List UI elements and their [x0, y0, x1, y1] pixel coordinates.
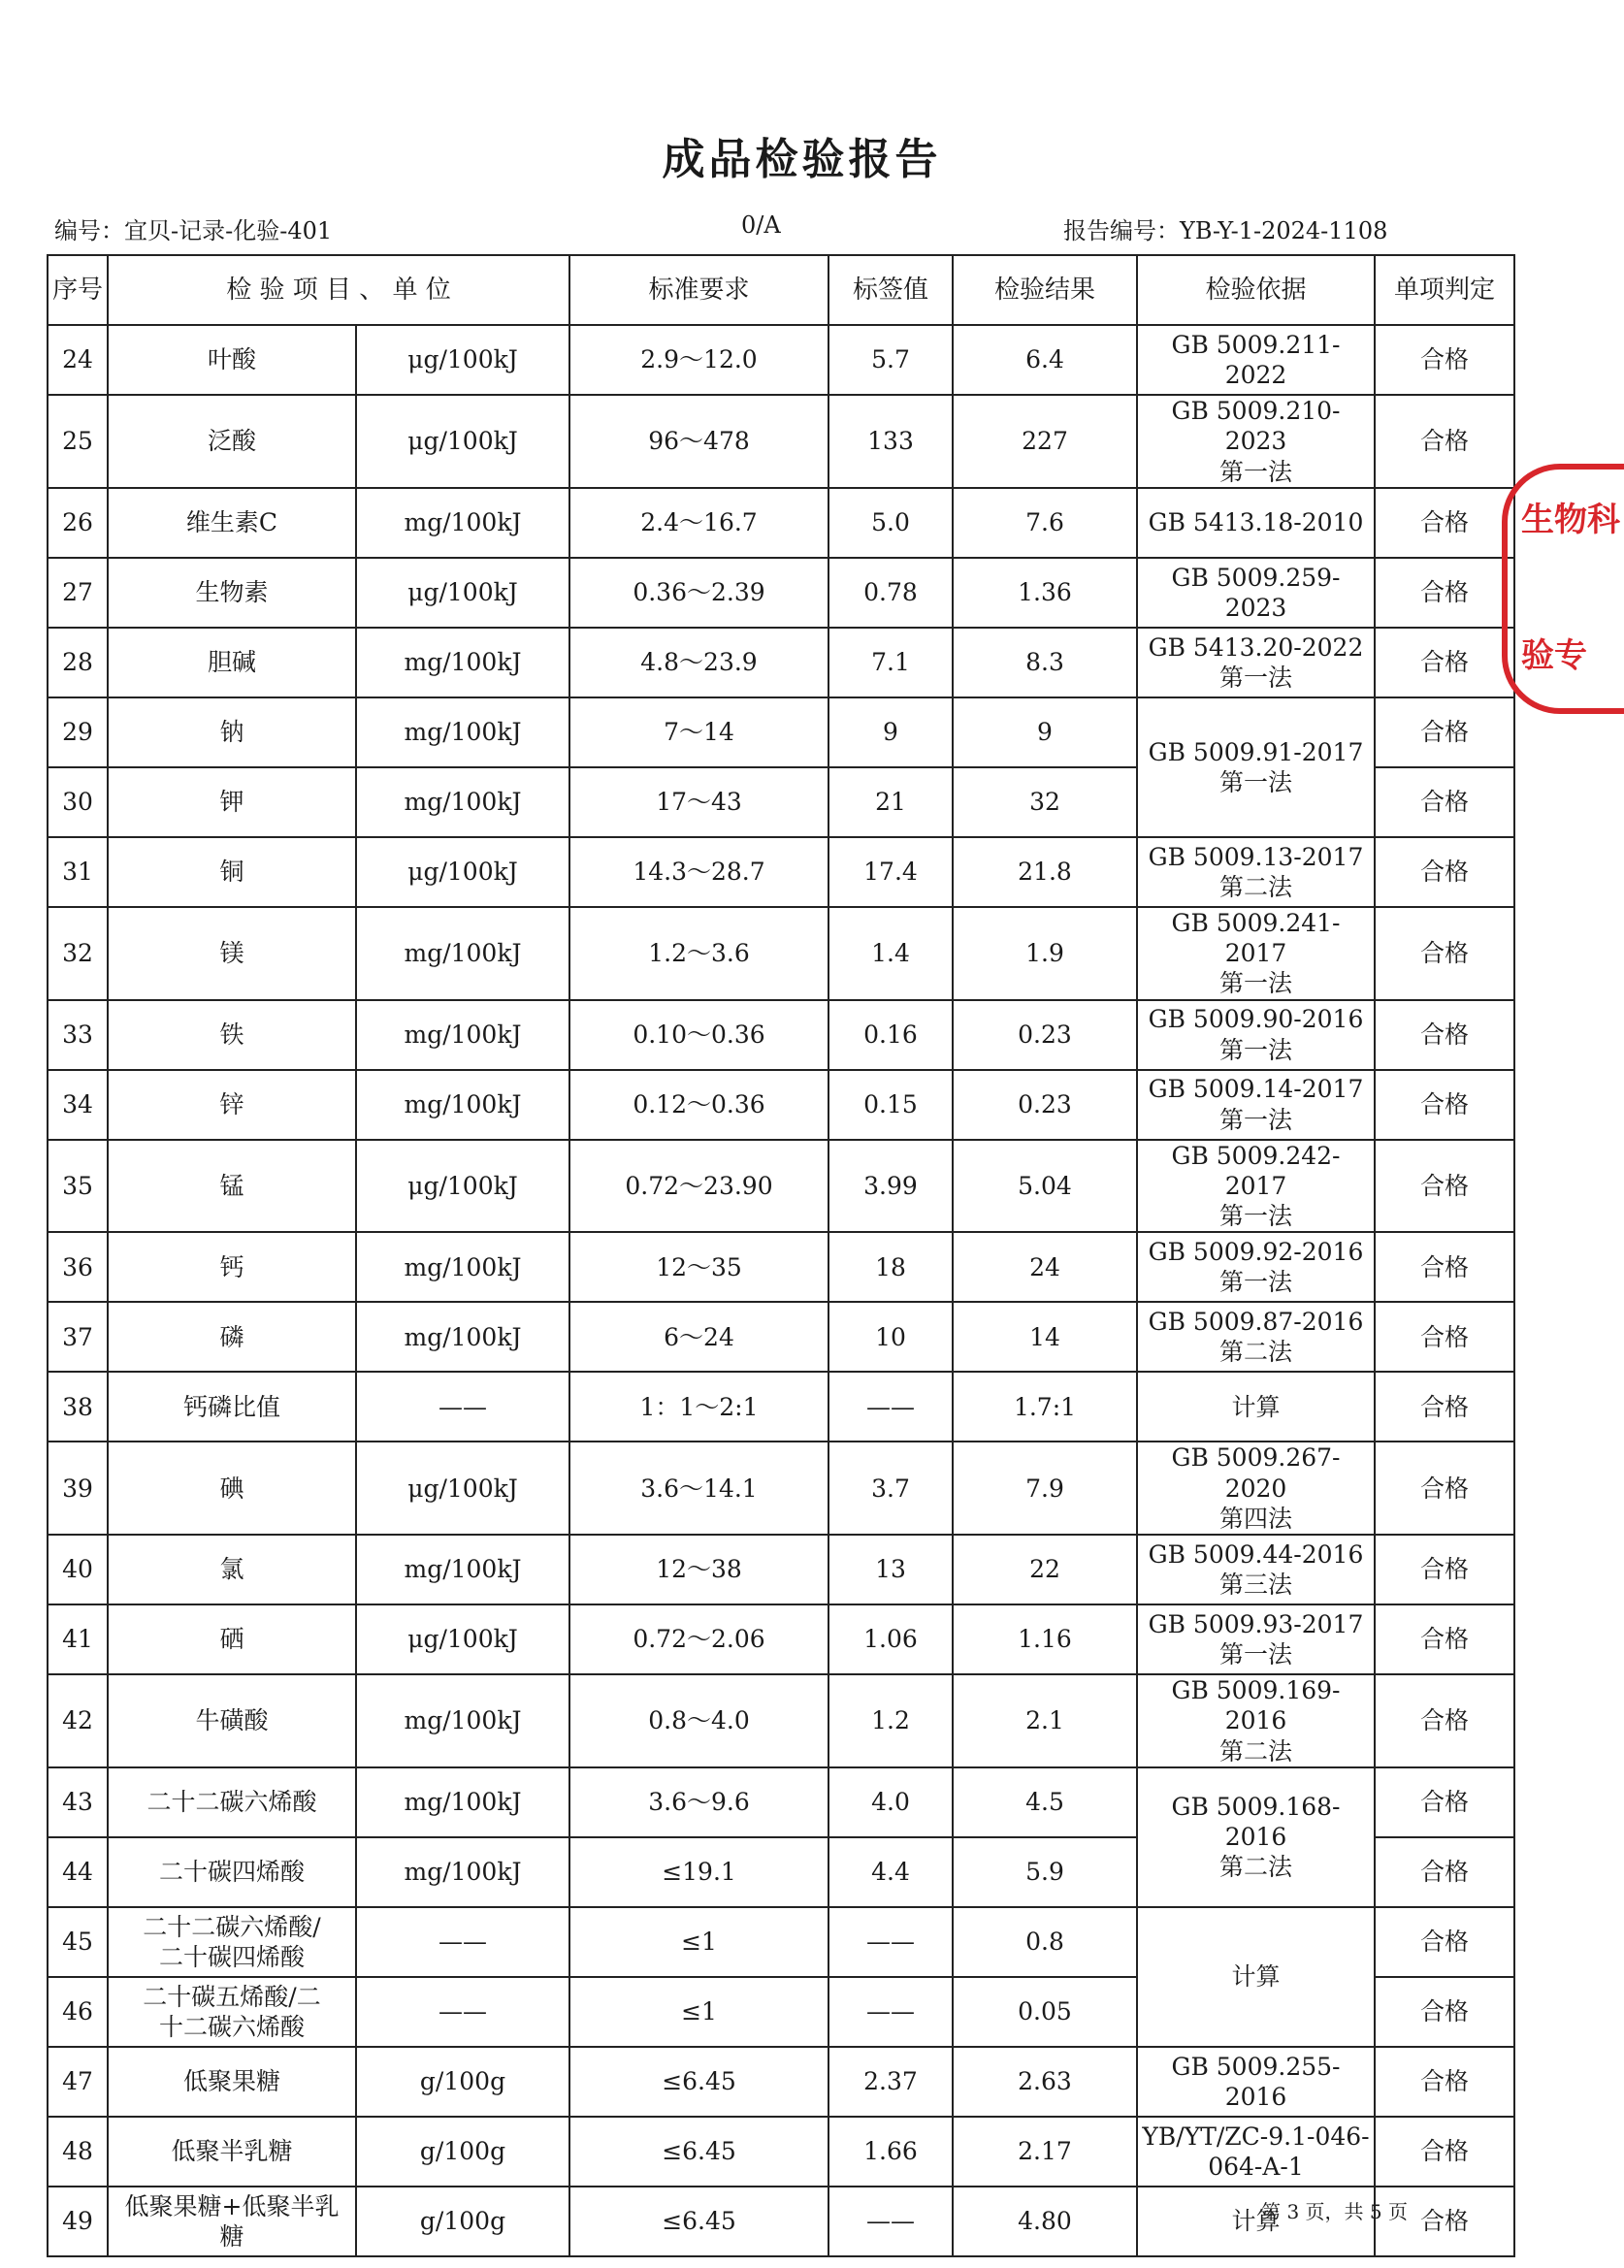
cell-seq: 28 — [48, 628, 108, 697]
cell-basis: GB 5009.241-2017 第一法 — [1137, 907, 1375, 1000]
cell-result: 4.80 — [953, 2187, 1137, 2256]
cell-unit: μg/100kJ — [356, 1140, 569, 1233]
cell-verdict: 合格 — [1375, 1907, 1514, 1977]
cell-seq: 26 — [48, 488, 108, 558]
cell-result: 9 — [953, 697, 1137, 767]
table-row — [48, 488, 1514, 558]
cell-standard: 3.6～14.1 — [569, 1442, 828, 1535]
cell-result: 5.9 — [953, 1837, 1137, 1907]
cell-item: 维生素C — [108, 488, 356, 558]
cell-result: 4.5 — [953, 1767, 1137, 1837]
cell-unit: mg/100kJ — [356, 1837, 569, 1907]
cell-unit: —— — [356, 1372, 569, 1442]
cell-result: 0.23 — [953, 1000, 1137, 1070]
cell-verdict: 合格 — [1375, 1070, 1514, 1140]
table-row — [48, 2117, 1514, 2187]
table-row — [48, 1372, 1514, 1442]
cell-unit: —— — [356, 1907, 569, 1977]
cell-basis: YB/YT/ZC-9.1-046- 064-A-1 — [1137, 2117, 1375, 2187]
cell-verdict: 合格 — [1375, 2047, 1514, 2117]
cell-result: 5.04 — [953, 1140, 1137, 1233]
cell-seq: 39 — [48, 1442, 108, 1535]
cell-result: 2.63 — [953, 2047, 1137, 2117]
cell-seq: 45 — [48, 1907, 108, 1977]
cell-label-value: 18 — [828, 1232, 953, 1302]
cell-verdict: 合格 — [1375, 1442, 1514, 1535]
cell-standard: 0.8～4.0 — [569, 1674, 828, 1767]
cell-standard: ≤6.45 — [569, 2187, 828, 2256]
cell-standard: 12～35 — [569, 1232, 828, 1302]
cell-standard: 2.9～12.0 — [569, 325, 828, 395]
cell-standard: 0.12～0.36 — [569, 1070, 828, 1140]
cell-verdict: 合格 — [1375, 2187, 1514, 2256]
cell-basis: 计算 — [1137, 2187, 1375, 2256]
cell-standard: 3.6～9.6 — [569, 1767, 828, 1837]
table-row — [48, 837, 1514, 907]
cell-item: 锰 — [108, 1140, 356, 1233]
cell-standard: 14.3～28.7 — [569, 837, 828, 907]
table-row — [48, 1232, 1514, 1302]
cell-verdict: 合格 — [1375, 558, 1514, 628]
table-row — [48, 325, 1514, 395]
cell-standard: ≤6.45 — [569, 2047, 828, 2117]
report-title: 成品检验报告 — [662, 135, 942, 184]
cell-result: 32 — [953, 767, 1137, 837]
cell-seq: 38 — [48, 1372, 108, 1442]
cell-seq: 48 — [48, 2117, 108, 2187]
cell-standard: 0.36～2.39 — [569, 558, 828, 628]
header-basis: 检验依据 — [1137, 255, 1375, 325]
cell-seq: 43 — [48, 1767, 108, 1837]
header-item-unit: 检 验 项 目 、 单 位 — [108, 255, 569, 325]
cell-label-value: 1.2 — [828, 1674, 953, 1767]
cell-label-value: 0.78 — [828, 558, 953, 628]
page-footer: 第 3 页，共 5 页 — [1261, 2200, 1408, 2223]
cell-item: 钙 — [108, 1232, 356, 1302]
cell-label-value: 5.7 — [828, 325, 953, 395]
cell-verdict: 合格 — [1375, 1767, 1514, 1837]
cell-unit: μg/100kJ — [356, 395, 569, 488]
cell-basis: GB 5009.93-2017 第一法 — [1137, 1604, 1375, 1674]
cell-result: 22 — [953, 1535, 1137, 1604]
inspection-table — [47, 254, 1515, 2257]
header-standard: 标准要求 — [569, 255, 828, 325]
cell-item: 钙磷比值 — [108, 1372, 356, 1442]
cell-basis: GB 5009.92-2016 第一法 — [1137, 1232, 1375, 1302]
cell-seq: 34 — [48, 1070, 108, 1140]
cell-verdict: 合格 — [1375, 697, 1514, 767]
cell-seq: 32 — [48, 907, 108, 1000]
header-seq: 序号 — [48, 255, 108, 325]
cell-basis: GB 5009.13-2017 第二法 — [1137, 837, 1375, 907]
cell-result: 24 — [953, 1232, 1137, 1302]
cell-result: 7.9 — [953, 1442, 1137, 1535]
cell-unit: μg/100kJ — [356, 1604, 569, 1674]
cell-seq: 49 — [48, 2187, 108, 2256]
cell-standard: ≤1 — [569, 1907, 828, 1977]
table-row — [48, 1140, 1514, 1233]
cell-unit: —— — [356, 1977, 569, 2047]
cell-standard: 12～38 — [569, 1535, 828, 1604]
cell-label-value: 1.4 — [828, 907, 953, 1000]
cell-verdict: 合格 — [1375, 1302, 1514, 1372]
cell-unit: mg/100kJ — [356, 907, 569, 1000]
cell-unit: g/100g — [356, 2117, 569, 2187]
cell-unit: μg/100kJ — [356, 558, 569, 628]
cell-basis: GB 5413.18-2010 — [1137, 488, 1375, 558]
report-number: 报告编号：YB-Y-1-2024-1108 — [1063, 217, 1388, 244]
cell-unit: mg/100kJ — [356, 1767, 569, 1837]
cell-result: 0.8 — [953, 1907, 1137, 1977]
cell-result: 1.36 — [953, 558, 1137, 628]
cell-label-value: 0.15 — [828, 1070, 953, 1140]
cell-item: 生物素 — [108, 558, 356, 628]
cell-seq: 33 — [48, 1000, 108, 1070]
cell-seq: 29 — [48, 697, 108, 767]
cell-result: 2.17 — [953, 2117, 1137, 2187]
cell-unit: mg/100kJ — [356, 767, 569, 837]
cell-seq: 40 — [48, 1535, 108, 1604]
cell-unit: mg/100kJ — [356, 1535, 569, 1604]
cell-seq: 37 — [48, 1302, 108, 1372]
cell-item: 二十二碳六烯酸/ 二十碳四烯酸 — [108, 1907, 356, 1977]
cell-label-value: —— — [828, 2187, 953, 2256]
cell-item: 牛磺酸 — [108, 1674, 356, 1767]
cell-verdict: 合格 — [1375, 1140, 1514, 1233]
cell-verdict: 合格 — [1375, 1535, 1514, 1604]
header-verdict: 单项判定 — [1375, 255, 1514, 325]
cell-label-value: —— — [828, 1977, 953, 2047]
cell-label-value: 13 — [828, 1535, 953, 1604]
cell-standard: 0.10～0.36 — [569, 1000, 828, 1070]
cell-standard: ≤6.45 — [569, 2117, 828, 2187]
cell-item: 低聚半乳糖 — [108, 2117, 356, 2187]
table-row — [48, 1302, 1514, 1372]
cell-basis: 计算 — [1137, 1907, 1375, 2047]
cell-basis: GB 5009.211-2022 — [1137, 325, 1375, 395]
document-version: 0/A — [741, 211, 781, 239]
cell-seq: 35 — [48, 1140, 108, 1233]
table-body — [48, 325, 1514, 2256]
cell-unit: mg/100kJ — [356, 488, 569, 558]
cell-basis: GB 5009.259-2023 — [1137, 558, 1375, 628]
cell-unit: mg/100kJ — [356, 697, 569, 767]
cell-standard: ≤1 — [569, 1977, 828, 2047]
cell-unit: mg/100kJ — [356, 1674, 569, 1767]
table-row — [48, 1674, 1514, 1767]
cell-item: 钠 — [108, 697, 356, 767]
cell-unit: μg/100kJ — [356, 325, 569, 395]
cell-item: 碘 — [108, 1442, 356, 1535]
document-code: 编号：宜贝-记录-化验-401 — [54, 217, 333, 244]
cell-unit: mg/100kJ — [356, 1070, 569, 1140]
cell-unit: mg/100kJ — [356, 628, 569, 697]
cell-result: 8.3 — [953, 628, 1137, 697]
cell-standard: 4.8～23.9 — [569, 628, 828, 697]
table-row — [48, 1442, 1514, 1535]
cell-result: 1.7:1 — [953, 1372, 1137, 1442]
cell-verdict: 合格 — [1375, 325, 1514, 395]
cell-basis: GB 5009.90-2016 第一法 — [1137, 1000, 1375, 1070]
cell-seq: 30 — [48, 767, 108, 837]
cell-item: 胆碱 — [108, 628, 356, 697]
table-row — [48, 907, 1514, 1000]
red-seal-stamp — [1502, 464, 1624, 714]
cell-item: 镁 — [108, 907, 356, 1000]
cell-seq: 42 — [48, 1674, 108, 1767]
cell-label-value: 1.66 — [828, 2117, 953, 2187]
cell-standard: 1.2～3.6 — [569, 907, 828, 1000]
cell-result: 1.9 — [953, 907, 1137, 1000]
cell-label-value: 17.4 — [828, 837, 953, 907]
cell-seq: 25 — [48, 395, 108, 488]
cell-unit: μg/100kJ — [356, 1442, 569, 1535]
cell-item: 泛酸 — [108, 395, 356, 488]
cell-standard: 2.4～16.7 — [569, 488, 828, 558]
cell-verdict: 合格 — [1375, 907, 1514, 1000]
cell-item: 磷 — [108, 1302, 356, 1372]
table-row — [48, 1070, 1514, 1140]
cell-item: 铁 — [108, 1000, 356, 1070]
cell-unit: mg/100kJ — [356, 1000, 569, 1070]
cell-verdict: 合格 — [1375, 488, 1514, 558]
cell-unit: mg/100kJ — [356, 1232, 569, 1302]
cell-standard: 1：1～2:1 — [569, 1372, 828, 1442]
cell-label-value: 133 — [828, 395, 953, 488]
cell-label-value: 3.7 — [828, 1442, 953, 1535]
cell-seq: 36 — [48, 1232, 108, 1302]
table-header-row — [48, 255, 1514, 325]
cell-result: 6.4 — [953, 325, 1137, 395]
cell-verdict: 合格 — [1375, 1372, 1514, 1442]
cell-result: 1.16 — [953, 1604, 1137, 1674]
cell-basis: GB 5009.91-2017 第一法 — [1137, 697, 1375, 837]
cell-standard: 6～24 — [569, 1302, 828, 1372]
cell-result: 14 — [953, 1302, 1137, 1372]
cell-label-value: 0.16 — [828, 1000, 953, 1070]
cell-seq: 41 — [48, 1604, 108, 1674]
table-row — [48, 1907, 1514, 1977]
table-row — [48, 1000, 1514, 1070]
cell-verdict: 合格 — [1375, 1000, 1514, 1070]
cell-unit: g/100g — [356, 2047, 569, 2117]
table-row — [48, 628, 1514, 697]
cell-verdict: 合格 — [1375, 1232, 1514, 1302]
cell-unit: g/100g — [356, 2187, 569, 2256]
cell-verdict: 合格 — [1375, 1977, 1514, 2047]
cell-seq: 24 — [48, 325, 108, 395]
header-result: 检验结果 — [953, 255, 1137, 325]
cell-standard: 17～43 — [569, 767, 828, 837]
table-row — [48, 1535, 1514, 1604]
table-row — [48, 395, 1514, 488]
cell-item: 叶酸 — [108, 325, 356, 395]
cell-seq: 46 — [48, 1977, 108, 2047]
cell-label-value: 2.37 — [828, 2047, 953, 2117]
cell-basis: GB 5009.242-2017 第一法 — [1137, 1140, 1375, 1233]
table-row — [48, 558, 1514, 628]
cell-item: 氯 — [108, 1535, 356, 1604]
cell-result: 7.6 — [953, 488, 1137, 558]
cell-result: 227 — [953, 395, 1137, 488]
cell-item: 硒 — [108, 1604, 356, 1674]
cell-label-value: 10 — [828, 1302, 953, 1372]
cell-seq: 47 — [48, 2047, 108, 2117]
cell-basis: GB 5009.14-2017 第一法 — [1137, 1070, 1375, 1140]
cell-basis: 计算 — [1137, 1372, 1375, 1442]
cell-verdict: 合格 — [1375, 395, 1514, 488]
table-row — [48, 1604, 1514, 1674]
cell-seq: 44 — [48, 1837, 108, 1907]
cell-item: 二十碳五烯酸/二 十二碳六烯酸 — [108, 1977, 356, 2047]
cell-standard: 0.72～2.06 — [569, 1604, 828, 1674]
table-row — [48, 1767, 1514, 1837]
cell-verdict: 合格 — [1375, 1837, 1514, 1907]
cell-basis: GB 5009.44-2016 第三法 — [1137, 1535, 1375, 1604]
stamp-text-bottom: 验专 — [1521, 636, 1587, 675]
cell-item: 铜 — [108, 837, 356, 907]
table-row — [48, 2047, 1514, 2117]
cell-label-value: 5.0 — [828, 488, 953, 558]
cell-basis: GB 5009.168-2016 第二法 — [1137, 1767, 1375, 1907]
stamp-text-top: 生物科 — [1521, 501, 1620, 539]
cell-item: 低聚果糖+低聚半乳 糖 — [108, 2187, 356, 2256]
cell-item: 二十二碳六烯酸 — [108, 1767, 356, 1837]
cell-label-value: 1.06 — [828, 1604, 953, 1674]
cell-label-value: 7.1 — [828, 628, 953, 697]
cell-label-value: 3.99 — [828, 1140, 953, 1233]
cell-verdict: 合格 — [1375, 2117, 1514, 2187]
cell-seq: 31 — [48, 837, 108, 907]
cell-basis: GB 5009.87-2016 第二法 — [1137, 1302, 1375, 1372]
cell-label-value: 4.4 — [828, 1837, 953, 1907]
cell-verdict: 合格 — [1375, 1604, 1514, 1674]
cell-verdict: 合格 — [1375, 628, 1514, 697]
cell-basis: GB 5009.210-2023 第一法 — [1137, 395, 1375, 488]
table-row — [48, 697, 1514, 767]
cell-label-value: 21 — [828, 767, 953, 837]
cell-standard: ≤19.1 — [569, 1837, 828, 1907]
cell-result: 0.05 — [953, 1977, 1137, 2047]
cell-label-value: 9 — [828, 697, 953, 767]
cell-standard: 7～14 — [569, 697, 828, 767]
cell-item: 钾 — [108, 767, 356, 837]
cell-verdict: 合格 — [1375, 1674, 1514, 1767]
cell-unit: mg/100kJ — [356, 1302, 569, 1372]
header-label-value: 标签值 — [828, 255, 953, 325]
cell-result: 0.23 — [953, 1070, 1137, 1140]
cell-label-value: 4.0 — [828, 1767, 953, 1837]
cell-label-value: —— — [828, 1907, 953, 1977]
cell-item: 二十碳四烯酸 — [108, 1837, 356, 1907]
cell-unit: μg/100kJ — [356, 837, 569, 907]
cell-basis: GB 5009.267-2020 第四法 — [1137, 1442, 1375, 1535]
cell-result: 21.8 — [953, 837, 1137, 907]
cell-basis: GB 5009.255-2016 — [1137, 2047, 1375, 2117]
cell-verdict: 合格 — [1375, 837, 1514, 907]
cell-standard: 0.72～23.90 — [569, 1140, 828, 1233]
cell-basis: GB 5009.169-2016 第二法 — [1137, 1674, 1375, 1767]
cell-seq: 27 — [48, 558, 108, 628]
cell-item: 低聚果糖 — [108, 2047, 356, 2117]
cell-label-value: —— — [828, 1372, 953, 1442]
cell-result: 2.1 — [953, 1674, 1137, 1767]
cell-verdict: 合格 — [1375, 767, 1514, 837]
cell-standard: 96～478 — [569, 395, 828, 488]
cell-item: 锌 — [108, 1070, 356, 1140]
cell-basis: GB 5413.20-2022 第一法 — [1137, 628, 1375, 697]
